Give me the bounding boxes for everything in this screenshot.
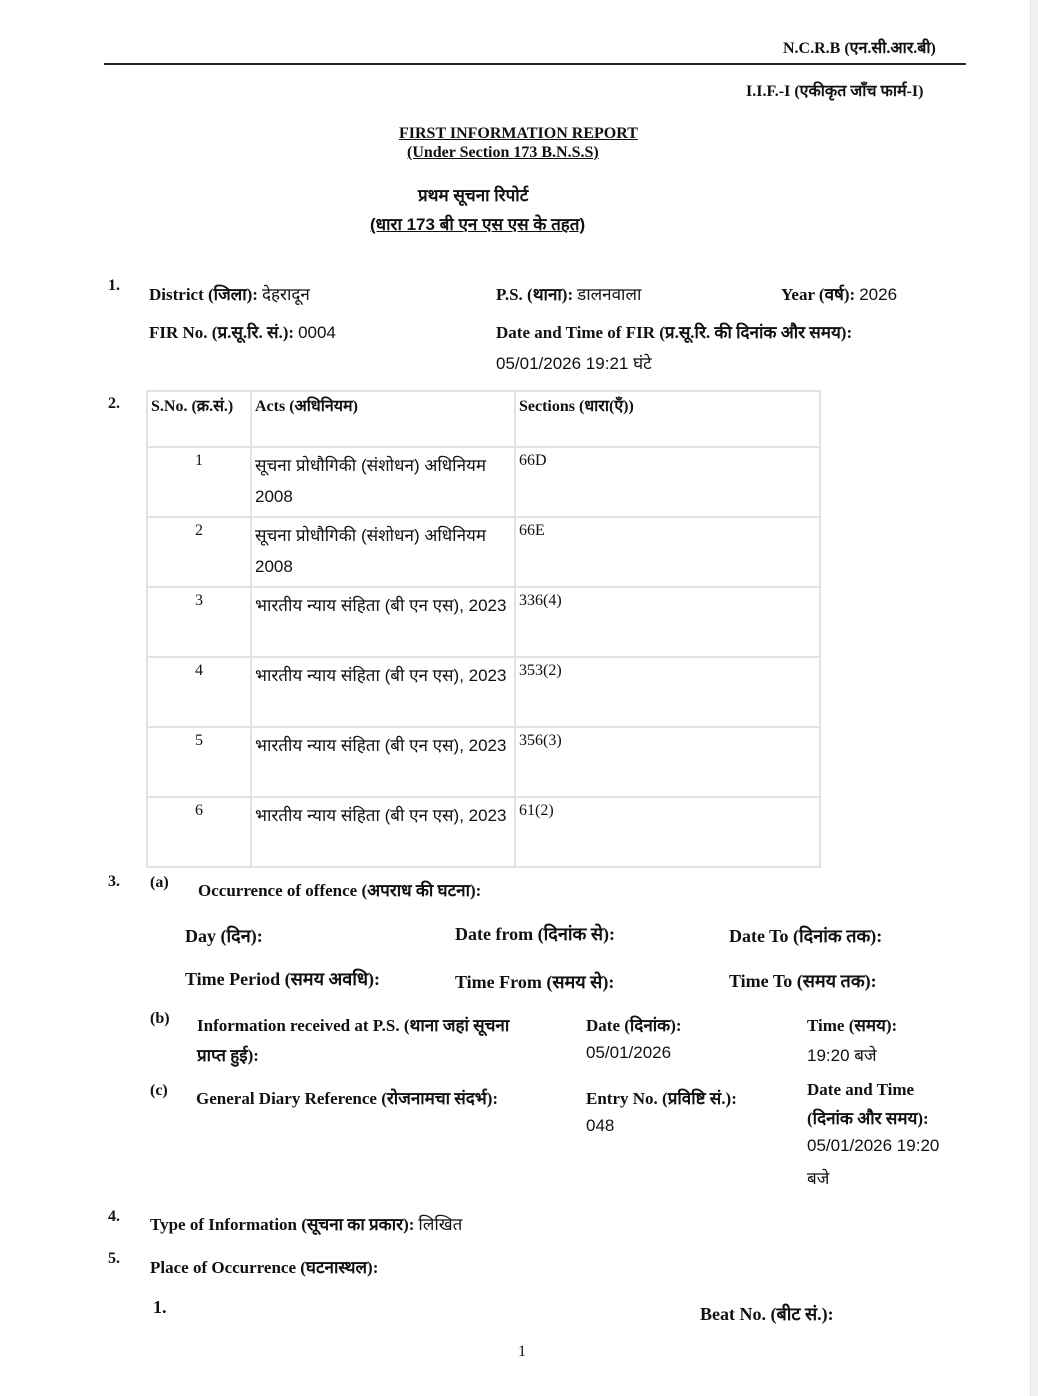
row-sno: 1 [147,447,251,517]
time-period-label: Time Period (समय अवधि): [185,969,380,989]
section-3c-marker: (c) [150,1082,168,1099]
year-label: Year (वर्ष): [781,285,856,304]
district-field [149,282,310,305]
page-number: 1 [518,1343,526,1360]
row-section: 336(4) [515,587,820,657]
year-value: 2026 [859,285,898,304]
beat-no-label: Beat No. (बीट सं.): [700,1304,834,1324]
ps-label: P.S. (थाना): [496,285,574,304]
ncrb-header: N.C.R.B (एन.सी.आर.बी) [783,40,936,57]
received-date-label: Date (दिनांक): [586,1016,682,1035]
gd-datetime-value-line1: 05/01/2026 19:20 [807,1136,940,1155]
row-sno: 3 [147,587,251,657]
row-section: 66D [515,447,820,517]
date-to-label: Date To (दिनांक तक): [729,926,883,946]
table-row [147,727,820,797]
entry-no-value: 048 [586,1116,615,1135]
row-sno: 4 [147,657,251,727]
table-row [147,657,820,727]
police-station-field [496,282,641,305]
day-label: Day (दिन): [185,926,263,946]
fir-no-value: 0004 [298,323,336,342]
type-of-info-label: Type of Information (सूचना का प्रकार): [150,1215,415,1234]
header-sections: Sections (धारा(एँ)) [515,391,820,447]
row-act: भारतीय न्याय संहिता (बी एन एस), 2023 [251,657,515,727]
info-received-label-line1: Information received at P.S. (थाना जहां सूचना [197,1016,510,1035]
section-4-number: 4. [108,1208,120,1225]
form-id: I.I.F.-I (एकीकृत जाँच फार्म-I) [746,83,924,100]
info-received-label-line2: प्राप्त हुई): [197,1046,259,1065]
row-section: 356(3) [515,727,820,797]
section-3-number: 3. [108,873,120,890]
fir-number-field [149,320,336,343]
acts-sections-table [146,390,821,868]
table-row [147,517,820,587]
header-sno: S.No. (क्र.सं.) [147,391,251,447]
row-sno: 6 [147,797,251,867]
year-field [781,282,897,305]
table-row [147,587,820,657]
row-sno: 2 [147,517,251,587]
time-to-label: Time To (समय तक): [729,971,877,991]
row-section: 353(2) [515,657,820,727]
gd-reference-label: General Diary Reference (रोजनामचा संदर्भ): [196,1089,499,1108]
table-row [147,447,820,517]
row-sno: 5 [147,727,251,797]
occurrence-label: Occurrence of offence (अपराध की घटना): [198,881,482,900]
gd-datetime-label-line1: Date and Time [807,1080,915,1099]
ps-value: डालनवाला [577,285,642,304]
place-of-occurrence-label: Place of Occurrence (घटनास्थल): [150,1258,379,1277]
district-label: District (जिला): [149,285,258,304]
place-item-number: 1. [153,1297,167,1317]
table-row [147,797,820,867]
section-3a-marker: (a) [150,874,169,891]
section-3b-marker: (b) [150,1010,170,1027]
type-of-information-field [150,1212,462,1235]
fir-no-label: FIR No. (प्र.सू.रि. सं.): [149,323,295,342]
district-value: देहरादून [261,285,310,304]
type-of-info-value: लिखित [418,1215,463,1234]
section-1-number: 1. [108,277,120,294]
fir-datetime-label: Date and Time of FIR (प्र.सू.रि. की दिनांक और समय): [496,323,853,342]
viewer-scroll-edge [1030,0,1038,1396]
title-hindi-sub: (धारा 173 बी एन एस एस के तहत) [370,215,586,234]
entry-no-label: Entry No. (प्रविष्टि सं.): [586,1089,737,1108]
row-act: सूचना प्रोधौगिकी (संशोधन) अधिनियम 2008 [251,447,515,517]
section-2-number: 2. [108,395,120,412]
received-time-label: Time (समय): [807,1016,898,1035]
header-acts: Acts (अधिनियम) [251,391,515,447]
gd-datetime-value-line2: बजे [807,1169,830,1188]
received-date-value: 05/01/2026 [586,1043,672,1062]
received-time-value: 19:20 बजे [807,1046,877,1065]
gd-datetime-label-line2: (दिनांक और समय): [807,1109,929,1128]
row-act: भारतीय न्याय संहिता (बी एन एस), 2023 [251,587,515,657]
header-divider [104,63,966,65]
section-5-number: 5. [108,1250,120,1267]
time-from-label: Time From (समय से): [455,972,615,992]
row-section: 61(2) [515,797,820,867]
title-english-sub: (Under Section 173 B.N.S.S) [407,144,599,161]
fir-datetime-value: 05/01/2026 19:21 घंटे [496,354,652,373]
title-english: FIRST INFORMATION REPORT [399,125,638,142]
row-act: भारतीय न्याय संहिता (बी एन एस), 2023 [251,727,515,797]
title-hindi: प्रथम सूचना रिपोर्ट [418,186,529,205]
table-header-row [147,391,820,447]
row-act: सूचना प्रोधौगिकी (संशोधन) अधिनियम 2008 [251,517,515,587]
row-act: भारतीय न्याय संहिता (बी एन एस), 2023 [251,797,515,867]
date-from-label: Date from (दिनांक से): [455,924,615,944]
row-section: 66E [515,517,820,587]
